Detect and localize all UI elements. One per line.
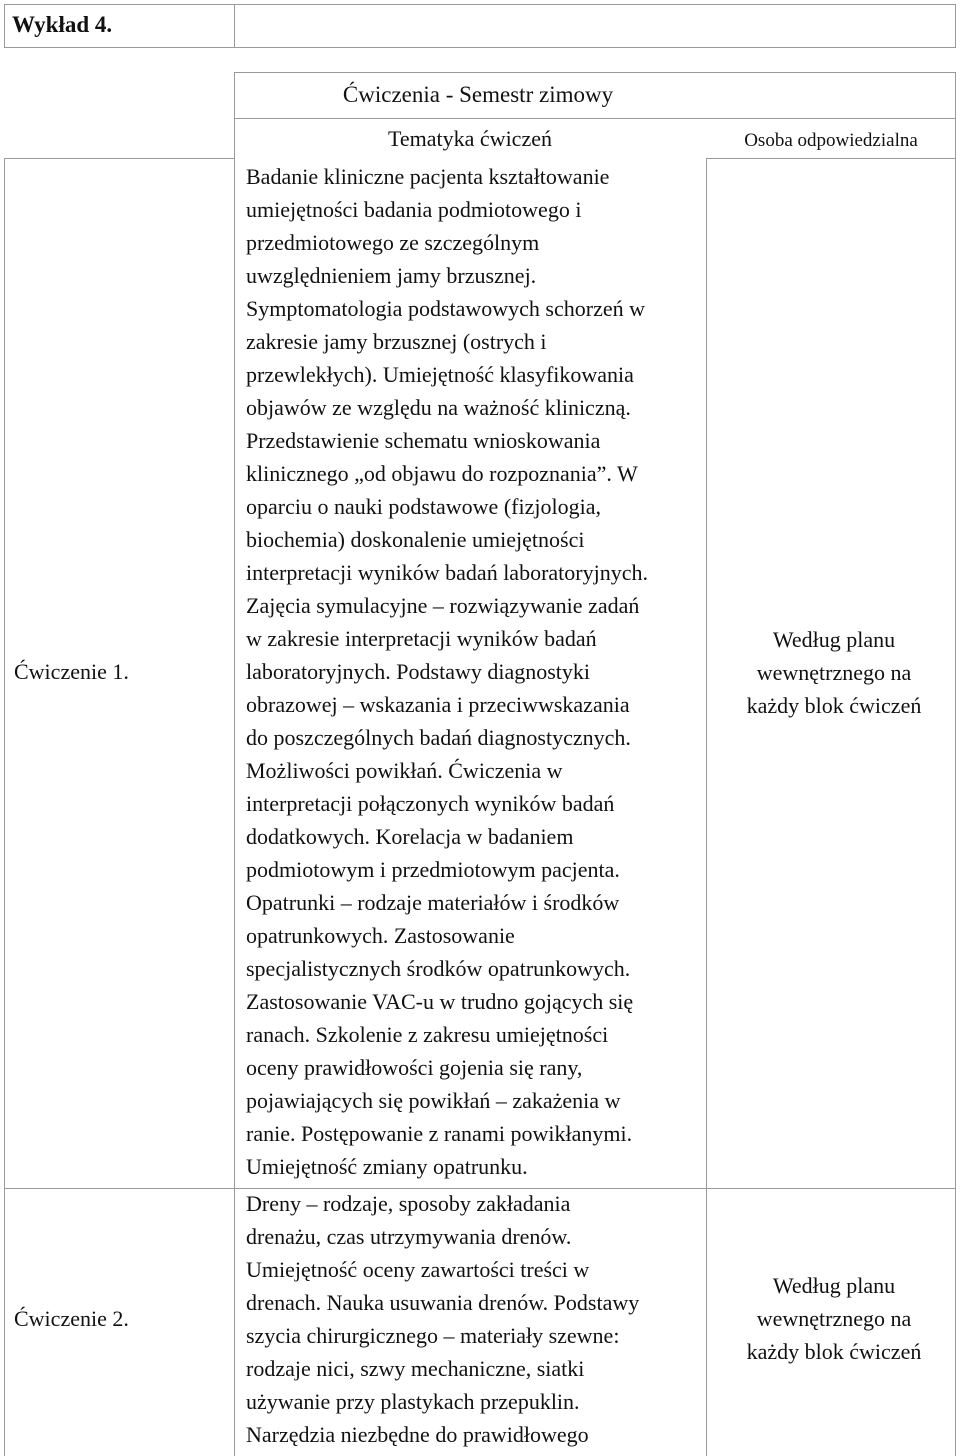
topic-line: umiejętności badania podmiotowego i <box>246 197 582 222</box>
topic-line: biochemia) doskonalenie umiejętności <box>246 527 585 552</box>
topic-line: Przedstawienie schematu wnioskowania <box>246 428 601 453</box>
topic-line: zakresie jamy brzusznej (ostrych i <box>246 329 547 354</box>
topic-line: Możliwości powikłań. Ćwiczenia w <box>246 758 563 783</box>
row-person-exercise-1 <box>716 623 952 722</box>
topic-line: do poszczególnych badań diagnostycznych. <box>246 725 631 750</box>
person-line: każdy blok ćwiczeń <box>746 693 922 718</box>
table-border-label-top <box>4 158 234 159</box>
topic-line: ranach. Szkolenie z zakresu umiejętności <box>246 1022 609 1047</box>
row-label-exercise-2: Ćwiczenie 2. <box>14 1306 129 1331</box>
topic-line: szycia chirurgicznego – materiały szewne: <box>246 1323 620 1348</box>
person-line: wewnętrznego na <box>756 660 912 685</box>
topic-line: Umiejętność oceny zawartości treści w <box>246 1257 590 1282</box>
table-caption: Ćwiczenia - Semestr zimowy <box>342 82 614 107</box>
column-header-topic: Tematyka ćwiczeń <box>388 126 552 151</box>
header-border-mid <box>234 4 235 48</box>
topic-line: klinicznego „od objawu do rozpoznania”. W <box>246 461 638 486</box>
topic-line: objawów ze względu na ważność kliniczną. <box>246 395 631 420</box>
topic-line: specjalistycznych środków opatrunkowych. <box>246 956 631 981</box>
row-topic-exercise-2 <box>246 1187 706 1451</box>
topic-line: Symptomatologia podstawowych schorzeń w <box>246 296 645 321</box>
topic-line: oceny prawidłowości gojenia się rany, <box>246 1055 583 1080</box>
table-border-row-split-right <box>706 1188 956 1189</box>
topic-line: interpretacji połączonych wyników badań <box>246 791 615 816</box>
header-border-bottom <box>4 47 956 48</box>
topic-line: Badanie kliniczne pacjenta kształtowanie <box>246 164 610 189</box>
topic-line: Narzędzia niezbędne do prawidłowego <box>246 1422 589 1447</box>
topic-line: w zakresie interpretacji wyników badań <box>246 626 597 651</box>
topic-line: rodzaje nici, szwy mechaniczne, siatki <box>246 1356 585 1381</box>
person-line: Według planu <box>772 627 896 652</box>
topic-line: drenażu, czas utrzymywania drenów. <box>246 1224 572 1249</box>
table-border-caption <box>234 118 956 119</box>
topic-line: Dreny – rodzaje, sposoby zakładania <box>246 1191 571 1216</box>
topic-line: przedmiotowego ze szczególnym <box>246 230 540 255</box>
header-border-top <box>4 4 956 5</box>
column-header-person: Osoba odpowiedzialna <box>744 130 918 151</box>
table-border-right <box>955 72 956 1456</box>
topic-line: opatrunkowych. Zastosowanie <box>246 923 515 948</box>
topic-line: Zajęcia symulacyjne – rozwiązywanie zadań <box>246 593 640 618</box>
person-line: każdy blok ćwiczeń <box>746 1339 922 1364</box>
topic-line: Umiejętność zmiany opatrunku. <box>246 1154 528 1179</box>
table-border-col1 <box>234 72 235 1456</box>
topic-line: oparciu o nauki podstawowe (fizjologia, <box>246 494 601 519</box>
table-border-row-split-left <box>4 1188 234 1189</box>
topic-line: Zastosowanie VAC-u w trudno gojących się <box>246 989 634 1014</box>
person-line: Według planu <box>772 1273 896 1298</box>
topic-line: interpretacji wyników badań laboratoryjnych. <box>246 560 648 585</box>
topic-line: laboratoryjnych. Podstawy diagnostyki <box>246 659 591 684</box>
table-border-top <box>234 72 956 73</box>
topic-line: uwzględnieniem jamy brzusznej. <box>246 263 537 288</box>
table-border-person-top <box>706 158 956 159</box>
topic-line: pojawiających się powikłań – zakażenia w <box>246 1088 621 1113</box>
row-person-exercise-2 <box>716 1269 952 1368</box>
person-line: wewnętrznego na <box>756 1306 912 1331</box>
topic-line: używanie przy plastykach przepuklin. <box>246 1389 580 1414</box>
header-border-left <box>4 4 5 48</box>
row-label-exercise-1: Ćwiczenie 1. <box>14 659 129 684</box>
topic-line: Opatrunki – rodzaje materiałów i środków <box>246 890 620 915</box>
topic-line: obrazowej – wskazania i przeciwwskazania <box>246 692 630 717</box>
table-border-col2 <box>706 158 707 1456</box>
topic-line: przewlekłych). Umiejętność klasyfikowania <box>246 362 634 387</box>
topic-line: podmiotowym i przedmiotowym pacjenta. <box>246 857 620 882</box>
header-border-right <box>955 4 956 48</box>
page-title: Wykład 4. <box>12 12 113 37</box>
table-border-left <box>4 158 5 1456</box>
topic-line: drenach. Nauka usuwania drenów. Podstawy <box>246 1290 640 1315</box>
row-topic-exercise-1 <box>246 160 706 1183</box>
topic-line: ranie. Postępowanie z ranami powikłanymi. <box>246 1121 633 1146</box>
topic-line: dodatkowych. Korelacja w badaniem <box>246 824 574 849</box>
